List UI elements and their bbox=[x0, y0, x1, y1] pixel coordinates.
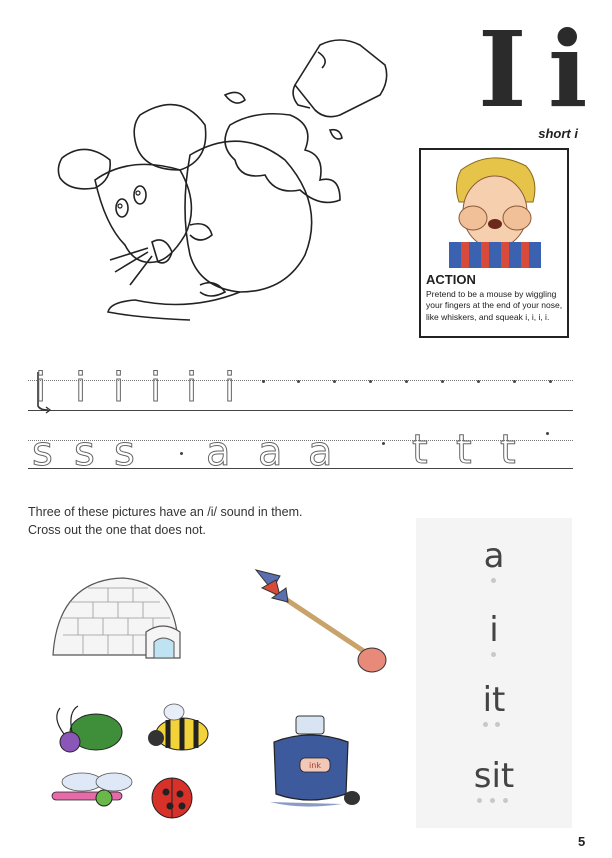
page-number: 5 bbox=[578, 834, 586, 849]
trace-letter-i: i bbox=[75, 365, 87, 411]
svg-text:ink: ink bbox=[309, 761, 321, 770]
trace-dot bbox=[546, 432, 549, 435]
sound-dot bbox=[477, 798, 482, 803]
trace-letter-i: i bbox=[35, 365, 47, 411]
trace-dot bbox=[513, 380, 516, 383]
trace-dot bbox=[333, 380, 336, 383]
sound-dot bbox=[491, 578, 496, 583]
action-heading: ACTION bbox=[426, 272, 476, 287]
trace-letter-t: t bbox=[456, 427, 472, 473]
trace-dot bbox=[549, 380, 552, 383]
igloo-picture[interactable] bbox=[48, 570, 188, 665]
instruction-line-2: Cross out the one that does not. bbox=[28, 522, 206, 537]
insects-picture[interactable] bbox=[42, 698, 218, 828]
trace-line-top bbox=[28, 380, 573, 381]
trace-line-top bbox=[28, 440, 573, 441]
instruction-line-1: Three of these pictures have an /i/ sound in them. bbox=[28, 505, 303, 519]
ink-bottle-picture[interactable] bbox=[262, 712, 362, 812]
trace-letter-i: i bbox=[186, 365, 198, 411]
sound-dot bbox=[483, 722, 488, 727]
title-lowercase-letter: i bbox=[548, 8, 588, 131]
trace-dot bbox=[441, 380, 444, 383]
trace-letter-a: a bbox=[206, 429, 231, 475]
word-i: i bbox=[489, 610, 499, 650]
trace-dot bbox=[382, 442, 385, 445]
trace-dot bbox=[180, 452, 183, 455]
trace-letter-s: s bbox=[74, 429, 95, 475]
instructions bbox=[28, 504, 388, 539]
word-sit: sit bbox=[473, 756, 515, 796]
trace-letter-s: s bbox=[114, 429, 135, 475]
title-uppercase-letter: I bbox=[478, 8, 527, 131]
action-text: Pretend to be a mouse by wiggling your fingers at the end of your nose, like whiskers, and squeak i, i, i, i. bbox=[426, 289, 563, 322]
word-a: a bbox=[483, 536, 505, 576]
trace-dot bbox=[405, 380, 408, 383]
sound-label: short i bbox=[538, 126, 578, 141]
word-it: it bbox=[482, 680, 506, 720]
trace-dot bbox=[262, 380, 265, 383]
trace-line-base bbox=[28, 468, 573, 469]
sound-dot bbox=[490, 798, 495, 803]
trace-letter-t: t bbox=[500, 427, 516, 473]
sound-dot bbox=[491, 652, 496, 657]
trace-letter-i: i bbox=[113, 365, 125, 411]
trace-dot bbox=[369, 380, 372, 383]
child-picture bbox=[421, 150, 567, 268]
trace-dot bbox=[477, 380, 480, 383]
trace-dot bbox=[297, 380, 300, 383]
trace-letter-a: a bbox=[258, 429, 283, 475]
trace-letter-i: i bbox=[150, 365, 162, 411]
trace-letter-i: i bbox=[224, 365, 236, 411]
sound-dot bbox=[495, 722, 500, 727]
sound-dot bbox=[503, 798, 508, 803]
trace-letter-t: t bbox=[412, 427, 428, 473]
trace-line-base bbox=[28, 410, 573, 411]
mouse-ink-illustration bbox=[40, 30, 400, 330]
trace-letter-s: s bbox=[32, 429, 53, 475]
trace-letter-a: a bbox=[308, 429, 333, 475]
arrow-picture[interactable] bbox=[250, 562, 390, 682]
